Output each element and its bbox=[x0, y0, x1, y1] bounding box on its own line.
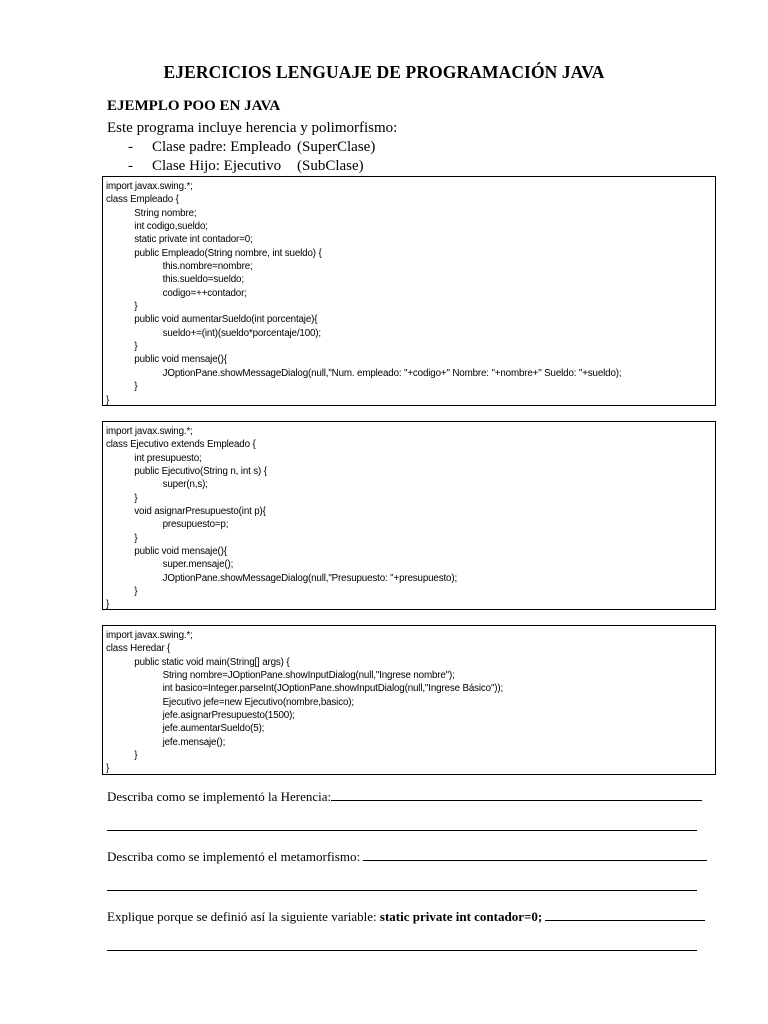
list-item: - Clase Hijo: Ejecutivo (SubClase) bbox=[128, 157, 364, 174]
page-title: EJERCICIOS LENGUAJE DE PROGRAMACIÓN JAVA bbox=[163, 62, 605, 82]
code-text: import javax.swing.*; class Empleado { String nombre; int codigo,sueldo; static private int contador=0; public Empleado(String nombre, int sueldo) { this.nombre=nombre; this.sueldo=sueldo; codigo=++contador; } public void aumentarSueldo(int porcentaje){ sueldo+=(int)(sueldo*porcentaje/100); } public void mensaje(){ JOptionPane.showMessageDialog(null,"Num. empleado: "+codigo+" Nombre: "+nombre+" Sueldo: "+sueldo); } } bbox=[106, 181, 622, 406]
code-text: import javax.swing.*; class Heredar { public static void main(String[] args) { String nombre=JOptionPane.showInputDialog(null,"Ingrese nombre"); int basico=Integer.parseInt(JOptionPane.showInputDialog(null,"Ingrese Básico")); Ejecutivo jefe=new Ejecutivo(nombre,basico); jefe.asignarPresupuesto(1500); jefe.aumentarSueldo(5); jefe.mensaje(); } } bbox=[106, 630, 504, 775]
question-metamorfismo: Describa como se implementó el metamorfismo: bbox=[107, 849, 707, 865]
question-herencia: Describa como se implementó la Herencia: bbox=[107, 789, 702, 805]
code-text: import javax.swing.*; class Ejecutivo extends Empleado { int presupuesto; public Ejecutivo(String n, int s) { super(n,s); } void asignarPresupuesto(int p){ presupuesto=p; } public void mensaje(){ super.mensaje(); JOptionPane.showMessageDialog(null,"Presupuesto: "+presupuesto); } } bbox=[106, 426, 458, 611]
answer-line bbox=[107, 890, 697, 891]
answer-line bbox=[107, 830, 697, 831]
bullet-label: Clase padre: Empleado bbox=[152, 139, 292, 155]
list-item: - Clase padre: Empleado (SuperClase) bbox=[128, 139, 376, 155]
code-block-empleado bbox=[102, 176, 716, 406]
question-variable: Explique porque se definió así la siguiente variable: static private int contador=0; bbox=[107, 909, 705, 925]
bullet-label: Clase Hijo: Ejecutivo bbox=[152, 157, 282, 174]
answer-line bbox=[107, 950, 697, 951]
bullet-note: (SubClase) bbox=[297, 157, 364, 174]
class-list bbox=[128, 138, 375, 175]
answer-line bbox=[363, 859, 707, 861]
code-variable: static private int contador=0; bbox=[379, 909, 543, 924]
intro-text: Este programa incluye herencia y polimorfismo: bbox=[107, 120, 398, 136]
code-block-heredar bbox=[102, 625, 716, 775]
section-subtitle: EJEMPLO POO EN JAVA bbox=[107, 98, 281, 114]
code-block-ejecutivo bbox=[102, 421, 716, 610]
answer-line bbox=[545, 919, 705, 921]
answer-line bbox=[331, 799, 702, 801]
bullet-note: (SuperClase) bbox=[297, 139, 376, 155]
